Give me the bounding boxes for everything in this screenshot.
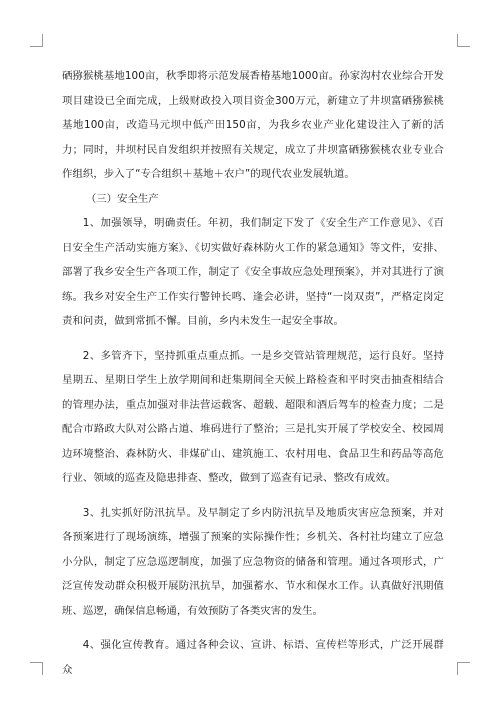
- item-flood-control: 3、扎实抓好防汛抗旱。及早制定了乡内防汛抗旱及地质灾害应急预案，并对各预案进行了现场演练，增强了预案的实际操作性；乡机关、各村社均建立了应急小分队，制定了应急巡逻制度，加强了应急物资的储备和管理。通过各项形式，广泛宣传发动群众积极开展防汛抗旱，加强蓄水、节水和保水工作。认真做好汛期值班、巡逻，确保信息畅通，有效预防了各类灾害的发生。: [62, 506, 444, 617]
- paragraph-agriculture: 硒猕猴桃基地100亩，秋季即将示范发展香椿基地1000亩。孙家沟村农业综合开发项目建设已全面完成，上级财政投入项目资金300万元，新建立了井坝富硒猕猴桃基地100亩，改造马元坝中低产田150亩，为我乡农业产业化建设注入了新的活力；同时，井坝村民自发组织并按照有关规定，成立了井坝富硒猕猴桃农业专业合作组织，步入了“专合组织＋基地＋农户”的现代农业发展轨道。: [62, 70, 444, 180]
- document-body: [62, 64, 444, 682]
- crop-mark-bottom-right: [457, 662, 470, 675]
- item-key-points: 2、多管齐下，坚持抓重点重点抓。一是乡交管站管理规范，运行良好。坚持星期五、星期日学生上放学期间和赶集期间全天候上路检查和平时突击抽查相结合的管理办法，重点加强对非法营运载客、超载、超限和酒后驾车的检查力度；二是配合市路政大队对公路占道、堆码进行了整治；三是扎实开展了学校安全、校园周边环境整治、森林防火、非煤矿山、建筑施工、农村用电、食品卫生和药品等高危行业、领域的巡查及隐患排查、整改，做到了巡查有记录、整改有成效。: [62, 349, 444, 484]
- crop-mark-top-right: [457, 34, 470, 47]
- section-heading: （三）安全生产: [85, 192, 159, 205]
- crop-mark-bottom-left: [30, 662, 43, 675]
- item-leadership: 1、加强领导，明确责任。年初，我们制定下发了《安全生产工作意见》、《百日安全生产活动实施方案》、《切实做好森林防火工作的紧急通知》等文件，安排、部署了我乡安全生产各项工作，制定了《安全事故应急处理预案》，并对其进行了演练。我乡对安全生产工作实行警钟长鸣、逢会必讲，坚持“一岗双责”，严格定岗定责和问责，做到常抓不懈。目前，乡内未发生一起安全事故。: [62, 217, 444, 327]
- crop-mark-top-left: [30, 34, 43, 47]
- item-publicity: 4、强化宣传教育。通过各种会议、宣讲、标语、宣传栏等形式，广泛开展群众: [62, 639, 444, 676]
